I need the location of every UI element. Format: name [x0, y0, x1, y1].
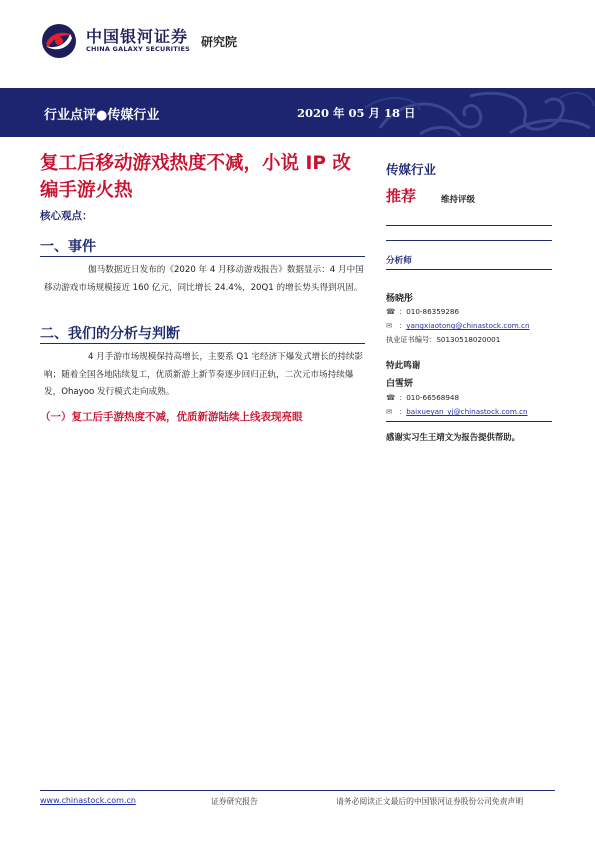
- footer-website-link[interactable]: www.chinastock.com.cn: [40, 796, 136, 805]
- mail-icon: ✉: [386, 321, 393, 330]
- rating-value: 推荐: [386, 187, 417, 205]
- sidebar-industry: 传媒行业: [386, 162, 437, 177]
- thanks-email-link[interactable]: baixueyan_yj@chinastock.com.cn: [406, 407, 528, 416]
- thanks-person-name: 白雪妍: [386, 379, 414, 389]
- analyst-email: ✉ ：yangxiaotong@chinastock.com.cn: [386, 321, 530, 330]
- logo-text-en: CHINA GALAXY SECURITIES: [86, 45, 191, 53]
- analyst-name: 杨晓彤: [386, 294, 414, 304]
- footer-disclaimer: 请务必阅读正文最后的中国银河证券股份公司免责声明: [336, 797, 524, 806]
- logo-text-cn: 中国银河证券: [86, 27, 189, 46]
- phone-icon: ☎: [386, 307, 396, 316]
- thanks-person-phone: ☎ ：010-66568948: [386, 393, 460, 402]
- sidebar-divider: [386, 269, 552, 270]
- sidebar-divider: [386, 225, 552, 226]
- analyst-license: 执业证书编号：S0130518020001: [386, 335, 501, 344]
- department-label: 研究院: [201, 35, 238, 49]
- report-date: 2020 年 05 月 18 日: [297, 106, 416, 120]
- company-logo-icon: [40, 22, 78, 60]
- core-view-label: 核心观点：: [40, 210, 93, 222]
- section-paragraph-event: 伽马数据近日发布的《2020 年 4 月移动游戏报告》数据显示：4 月中国移动游戏市场规模接近 160 亿元，同比增长 24.4%，20Q1 的增长势头得到巩固。: [44, 265, 364, 293]
- footer-report-type: 证券研究报告: [211, 797, 258, 806]
- section-heading-analysis: 二、我们的分析与判断: [40, 326, 180, 342]
- sidebar-divider: [386, 240, 552, 241]
- rating-note: 维持评级: [441, 195, 476, 205]
- phone-icon: ☎: [386, 393, 396, 402]
- intern-thanks: 感谢实习生王靖文为报告提供帮助。: [386, 432, 520, 442]
- analyst-phone: ☎ ：010-86359286: [386, 307, 460, 316]
- report-title: 复工后移动游戏热度不减，小说 IP 改编手游火热: [40, 153, 351, 201]
- report-category: 行业点评●传媒行业: [44, 108, 160, 123]
- analyst-email-link[interactable]: yangxiaotong@chinastock.com.cn: [406, 321, 530, 330]
- analyst-label: 分析师: [386, 256, 412, 266]
- header-banner: [0, 88, 595, 137]
- mail-icon: ✉: [386, 407, 393, 416]
- section-heading-event: 一、事件: [40, 239, 96, 255]
- thanks-person-email: ✉ ：baixueyan_yj@chinastock.com.cn: [386, 407, 528, 416]
- section-divider: [40, 343, 365, 344]
- section-divider: [40, 256, 365, 257]
- thanks-label: 特此鸣谢: [386, 361, 421, 371]
- sidebar-divider: [386, 421, 552, 422]
- subsection-heading: （一）复工后手游热度不减，优质新游陆续上线表现亮眼: [40, 411, 303, 423]
- section-paragraph-analysis: 4 月手游市场规模保持高增长，主要系 Q1 宅经济下爆发式增长的持续影响；随着全国各地陆续复工，优质新游上新节奏逐步回归正轨，二次元市场持续爆发，Ohayoo 发行模式走向成熟。: [44, 352, 364, 397]
- footer-divider: [40, 790, 555, 791]
